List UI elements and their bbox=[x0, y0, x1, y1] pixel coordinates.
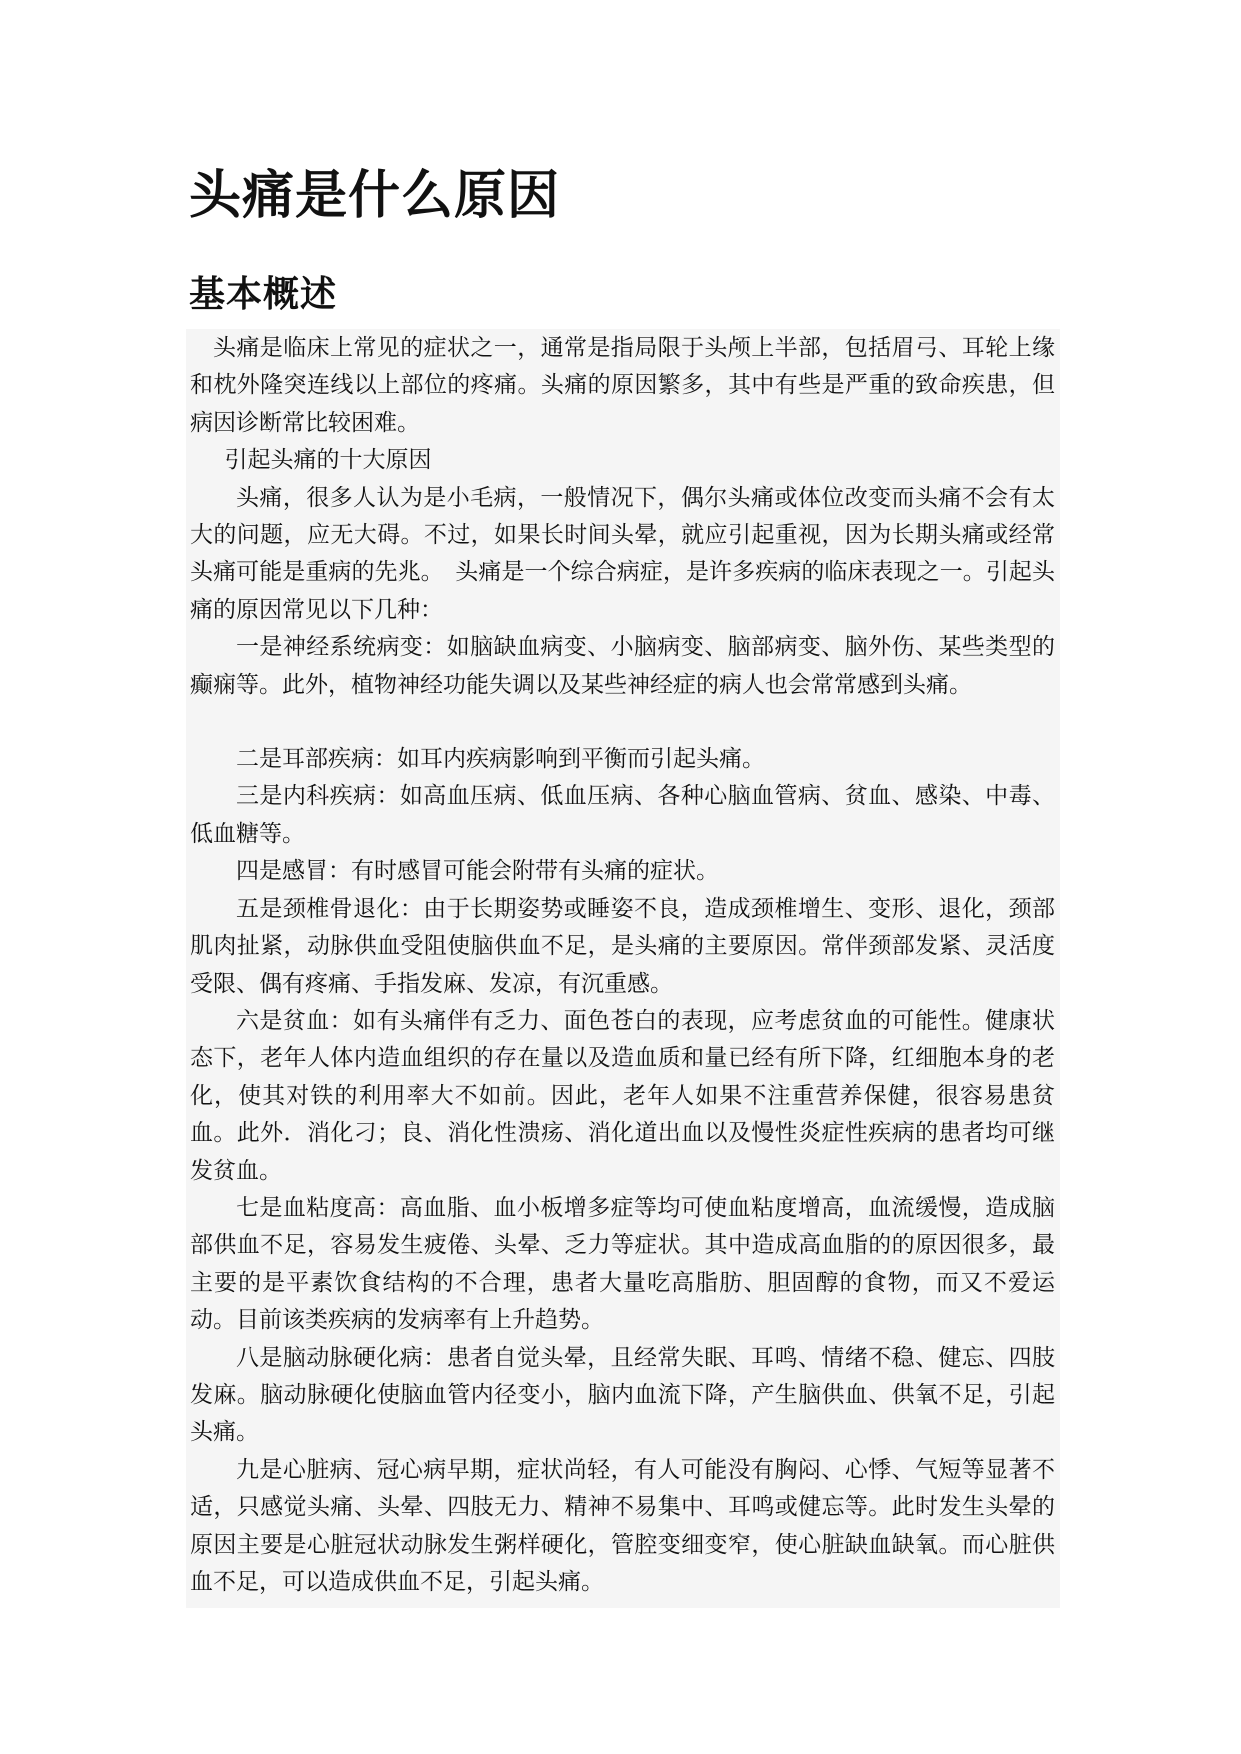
paragraph-overview: 头痛是临床上常见的症状之一，通常是指局限于头颅上半部，包括眉弓、耳轮上缘和枕外隆突连线以上部位的疼痛。头痛的原因繁多，其中有些是严重的致命疾患，但病因诊断常比较困难。 bbox=[190, 335, 1055, 436]
paragraph-cause-9: 九是心脏病、冠心病早期，症状尚轻，有人可能没有胸闷、心悸、气短等显著不适，只感觉头痛、头晕、四肢无力、精神不易集中、耳鸣或健忘等。此时发生头晕的原因主要是心脏冠状动脉发生粥样硬化，管腔变细变窄，使心脏缺血缺氧。而心脏供血不足，可以造成供血不足，引起头痛。 bbox=[190, 1456, 1055, 1595]
paragraph-cause-7: 七是血粘度高：高血脂、血小板增多症等均可使血粘度增高，血流缓慢，造成脑部供血不足，容易发生疲倦、头晕、乏力等症状。其中造成高血脂的的原因很多，最主要的是平素饮食结构的不合理，患者大量吃高脂肪、胆固醇的食物，而又不爱运动。目前该类疾病的发病率有上升趋势。 bbox=[190, 1194, 1055, 1334]
paragraph-cause-8: 八是脑动脉硬化病：患者自觉头晕，且经常失眠、耳鸣、情绪不稳、健忘、四肢发麻。脑动脉硬化使脑血管内径变小，脑内血流下降，产生脑供血、供氧不足，引起头痛。 bbox=[190, 1344, 1055, 1446]
page-title: 头痛是什么原因 bbox=[189, 166, 561, 226]
paragraph-subtitle: 引起头痛的十大原因 bbox=[224, 447, 432, 474]
paragraph-cause-6: 六是贫血：如有头痛伴有乏力、面色苍白的表现，应考虑贫血的可能性。健康状态下，老年人体内造血组织的存在量以及造血质和量已经有所下降，红细胞本身的老化，使其对铁的利用率大不如前。因此，老年人如果不注重营养保健，很容易患贫血。此外．消化刁；良、消化性溃疡、消化道出血以及慢性炎症性疾病的患者均可继发贫血。 bbox=[190, 1007, 1055, 1184]
section-heading: 基本概述 bbox=[189, 274, 338, 315]
paragraph-cause-5: 五是颈椎骨退化：由于长期姿势或睡姿不良，造成颈椎增生、变形、退化，颈部肌肉扯紧，动脉供血受阻使脑供血不足，是头痛的主要原因。常伴颈部发紧、灵活度受限、偶有疼痛、手指发麻、发凉，有沉重感。 bbox=[190, 895, 1055, 997]
paragraph-intro: 头痛，很多人认为是小毛病，一般情况下，偶尔头痛或体位改变而头痛不会有太大的问题，应无大碍。不过，如果长时间头晕，就应引起重视，因为长期头痛或经常头痛可能是重病的先兆。 头痛是一个综合病症，是许多疾病的临床表现之一。引起头痛的原因常见以下几种： bbox=[190, 484, 1055, 623]
paragraph-cause-2: 二是耳部疾病：如耳内疾病影响到平衡而引起头痛。 bbox=[236, 746, 765, 773]
paragraph-cause-3: 三是内科疾病：如高血压病、低血压病、各种心脑血管病、贫血、感染、中毒、低血糖等。 bbox=[190, 783, 1055, 847]
article-body bbox=[190, 330, 1055, 1601]
paragraph-cause-4: 四是感冒：有时感冒可能会附带有头痛的症状。 bbox=[236, 858, 719, 885]
paragraph-cause-1: 一是神经系统病变：如脑缺血病变、小脑病变、脑部病变、脑外伤、某些类型的癫痫等。此外，植物神经功能失调以及某些神经症的病人也会常常感到头痛。 bbox=[190, 634, 1055, 698]
